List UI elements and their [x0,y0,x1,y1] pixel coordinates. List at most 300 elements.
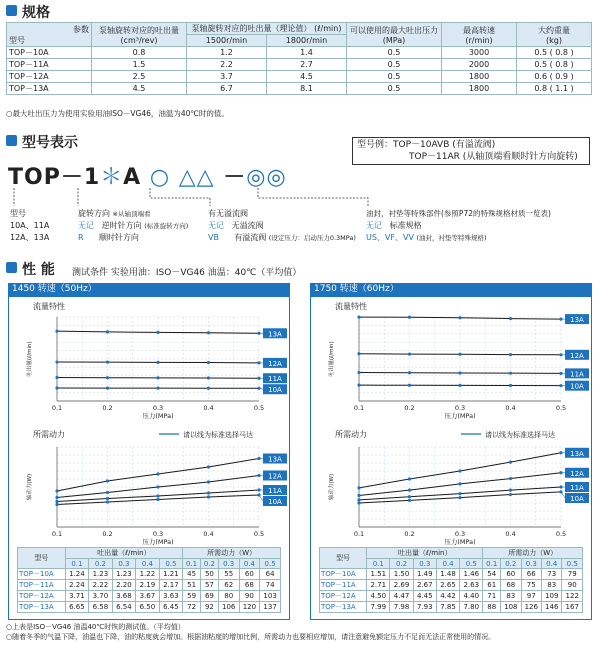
rotation-r-row [78,232,139,243]
perf-row [320,591,583,602]
spec-cell-model: TOP－13A [7,83,92,95]
spec-cell-model: TOP－10A [7,47,92,59]
weight-text: 大约重量 [538,25,570,35]
perf-cell: 7.99 [367,602,390,613]
spec-cell-weight: 0.5 ( 0.8 ) [517,47,592,59]
spec-cell-f1800: 1.4 [267,47,347,59]
series-tag-13A [259,454,287,464]
data-point-10A [458,496,461,499]
perf-row [18,602,281,613]
max-pressure-header [347,23,442,47]
data-point-11A [357,371,360,374]
rot-none-note: (标准旋转方向) [144,222,189,230]
series-tag-10A [561,381,589,391]
perf-cell: 137 [260,602,281,613]
rot-none-desc: 逆时针方向 [101,221,142,230]
perf-cell: TOP－12A [320,591,367,602]
data-point-10A [207,495,210,498]
perf-cell: 0.3 [112,559,136,569]
rot-none: 无记 [78,221,94,230]
perf-cell: 6.58 [89,602,113,613]
x-tick-label: 0.1 [353,404,365,412]
data-point-10A [207,387,210,390]
code-triangles: △△ [178,165,215,190]
x-tick-label: 0.2 [404,404,415,412]
series-tag-12A [561,468,589,478]
perf-cell: 2.67 [413,580,436,591]
spec-cell-weight: 0.8 ( 1.1 ) [517,83,592,95]
max-pressure-text: 可以使用的最大吐出压力 [350,25,438,35]
relief-none-desc: 无溢流阀 [231,221,264,230]
perf-cell: 0.4 [542,559,562,569]
spec-row [7,83,592,95]
data-point-11A [106,497,109,500]
perf-note-1: ○上表是ISO－VG46 油温40℃时恢的测试值。（平均值） [6,623,185,631]
legend-text: 请以线为标准选择马达 [485,431,555,439]
data-point-12A [408,489,411,492]
rotation-label: 旋转方向 [78,209,110,218]
series-tag-label: 12A [268,359,282,368]
perf-cell: 106 [218,602,239,613]
data-point-12A [357,494,360,497]
spec-cell-f1500: 6.7 [187,83,267,95]
rotation-none-row [78,220,188,231]
x-tick-label: 0.4 [203,404,214,412]
code-circle: ○ [149,165,171,190]
data-point-10A [156,498,159,501]
perf-cell: TOP－10A [320,569,367,580]
perf-cell: 6.45 [159,602,183,613]
data-point-12A [55,360,58,363]
oil-none: 无记 [366,221,382,230]
perf-table-60hz [319,547,583,613]
data-point-12A [509,477,512,480]
perf-cell: 61 [483,580,501,591]
perf-cell: 2.69 [390,580,413,591]
perf-cell: 1.22 [136,569,160,580]
perf-cell: 2.19 [136,580,160,591]
weight-header [517,23,592,47]
code-prefix: TOP－1 [8,165,101,190]
data-point-12A [458,353,461,356]
perf-cell: 2.22 [89,580,113,591]
spec-cell-model: TOP－12A [7,71,92,83]
x-tick-label: 0.5 [253,404,265,412]
spec-cell-model: TOP－11A [7,59,92,71]
perf-cell: 1.46 [460,569,483,580]
spec-cell-f1500: 1.2 [187,47,267,59]
x-tick-label: 0.3 [152,530,164,538]
perf-cell: 吐出量（ℓ/min） [367,548,483,559]
flow-1800-header: 1800r/min [267,35,347,47]
perf-cell: 62 [218,580,239,591]
perf-cell: 108 [501,602,521,613]
series-tag-leader [561,492,565,498]
spec-cell-weight: 0.5 ( 0.8 ) [517,59,592,71]
series-tag-10A [259,384,287,394]
model-example-box [352,137,590,165]
perf-cell: 3.68 [112,591,136,602]
x-tick-label: 0.5 [555,530,567,538]
spec-cell-f1800: 4.5 [267,71,347,83]
spec-cell-disp: 0.8 [92,47,187,59]
data-point-13A [357,316,360,319]
perf-cell: 103 [260,591,281,602]
perf-table-50hz [17,547,281,613]
code-a: A [123,165,142,190]
perf-cell: 83 [501,591,521,602]
spec-cell-f1500: 2.2 [187,59,267,71]
data-point-13A [55,330,58,333]
y-axis-label: 吐出量(ℓ/min) [27,341,33,377]
model-code-connectors [0,180,600,210]
example-1: TOP－10AVB (有溢流阀) [393,140,496,150]
panel-50hz [8,296,290,620]
data-point-10A [509,384,512,387]
perf-cell: 68 [239,580,260,591]
spec-cell-weight: 0.6 ( 0.9 ) [517,71,592,83]
flow-unit: (ℓ/min) [314,24,342,33]
data-point-11A [408,371,411,374]
oil-codes-row [366,232,487,243]
perf-cell: 60 [239,569,260,580]
data-point-12A [509,353,512,356]
flow-chart-50hz [9,297,289,425]
perf-cell: 2.65 [436,580,459,591]
perf-cell: 71 [483,591,501,602]
code-star: ＊ [100,165,124,190]
code-double: ◎◎ [246,165,287,190]
data-point-12A [357,352,360,355]
data-point-11A [408,495,411,498]
y-axis-label: 吐出量(ℓ/min) [329,341,335,377]
data-point-12A [207,361,210,364]
weight-unit: (kg) [546,35,562,45]
spec-cell-press: 0.5 [347,47,442,59]
data-point-10A [408,384,411,387]
rot-r-desc: 顺时针方向 [98,233,139,242]
perf-cell: 所需动力（W） [483,548,583,559]
perf-cell: 0.3 [218,559,239,569]
spec-table [6,22,592,95]
perf-cell: 66 [521,569,541,580]
oil-none-desc: 标准规格 [389,221,422,230]
data-point-13A [207,465,210,468]
chart-title: 流量特性 [33,302,65,311]
x-tick-label: 0.3 [454,404,466,412]
displacement-header-text: 泵轴旋转对应的吐出量 [99,25,179,35]
spec-row [7,47,592,59]
perf-cell: 0.2 [390,559,413,569]
data-point-12A [106,361,109,364]
perf-cell: 0.1 [183,559,201,569]
perf-row [320,548,583,559]
data-point-10A [408,499,411,502]
data-point-11A [458,371,461,374]
perf-cell: 2.63 [460,580,483,591]
series-tag-label: 10A [570,495,584,503]
relief-vb-note: (设定压力：启动压力0.3MPa) [268,234,356,242]
data-point-10A [106,386,109,389]
data-point-11A [106,376,109,379]
perf-cell: 83 [542,580,562,591]
perf-cell: 型号 [18,548,66,569]
chart-title: 所需动力 [33,430,65,439]
perf-cell: 97 [521,591,541,602]
data-point-13A [509,317,512,320]
relief-none-row [208,220,264,231]
corner-model-label: 型号 [9,35,25,45]
spec-cell-speed: 1800 [442,83,517,95]
data-point-10A [55,386,58,389]
perf-cell: 6.50 [136,602,160,613]
perf-cell: 7.85 [436,602,459,613]
section-marker-icon [6,5,17,16]
perf-cell: 64 [260,569,281,580]
perf-cell: 7.98 [390,602,413,613]
section-marker-icon [6,262,17,273]
panel-60hz-head: 1750 转速（60Hz） [310,283,592,296]
perf-cell: 所需动力（W） [183,548,281,559]
perf-cell: 4.45 [413,591,436,602]
perf-cell: TOP－10A [18,569,66,580]
perf-cell: 0.4 [136,559,160,569]
perf-cell: 6.54 [112,602,136,613]
models-line-2: 12A、13A [10,233,50,242]
x-tick-label: 0.4 [505,530,516,538]
data-point-10A [357,384,360,387]
x-tick-label: 0.5 [555,404,567,412]
x-tick-label: 0.1 [353,530,365,538]
perf-cell: 51 [183,580,201,591]
perf-cell: 型号 [320,548,367,569]
perf-cell: 122 [562,591,583,602]
model-label: 型号 [10,209,26,218]
x-tick-label: 0.2 [102,404,113,412]
perf-note-2: ○随着冬季的气温下降，油温也下降，油的粘度就会增加。根据油粘度的增加比例，所需动力也要相应增加，请注意避免额定压力不足而无法正常使用的情况。 [6,633,496,641]
data-point-11A [458,492,461,495]
spec-cell-press: 0.5 [347,59,442,71]
perf-cell: 1.48 [436,569,459,580]
series-tag-label: 13A [268,455,282,464]
data-point-10A [106,500,109,503]
series-tag-leader [259,495,263,501]
data-point-13A [55,489,58,492]
perf-cell: 90 [239,591,260,602]
perf-cell: 2.24 [65,580,89,591]
perf-cell: 109 [542,591,562,602]
x-tick-label: 0.1 [51,404,63,412]
oil-none-row [366,220,422,231]
perf-cell: 126 [521,602,541,613]
perf-cell: 73 [542,569,562,580]
y-axis-label: 轴动力(W) [27,473,33,501]
spec-cell-f1800: 8.1 [267,83,347,95]
x-tick-label: 0.5 [253,530,265,538]
perf-cell: 88 [483,602,501,613]
perf-cell: 1.51 [367,569,390,580]
relief-vb: VB [208,233,219,242]
series-tag-label: 11A [570,370,584,379]
x-tick-label: 0.4 [203,530,214,538]
spec-cell-press: 0.5 [347,71,442,83]
panel-60hz [310,296,592,620]
perf-cell: 3.67 [136,591,160,602]
relief-vb-desc: 有溢流阀 [234,233,267,242]
series-tag-11A [259,373,287,383]
perf-cell: 1.49 [413,569,436,580]
perf-cell: 167 [562,602,583,613]
data-point-11A [55,376,58,379]
oil-label: 油封，衬垫等特殊部件(参照P72的特殊规格材质一览表) [366,209,551,218]
perf-cell: 0.5 [460,559,483,569]
series-tag-label: 13A [570,449,584,458]
data-point-10A [357,501,360,504]
data-point-13A [357,486,360,489]
series-tag-label: 12A [268,472,282,481]
perf-cell: 0.4 [239,559,260,569]
y-axis-label: 轴动力(W) [329,473,335,501]
perf-cell: 吐出量（ℓ/min） [65,548,183,559]
series-tag-label: 12A [570,469,584,478]
perf-cell: 120 [239,602,260,613]
series-tag-label: 11A [268,487,282,495]
section-marker-icon [6,135,17,146]
flow-1500-header: 1500r/min [187,35,267,47]
perf-cell: TOP－11A [18,580,66,591]
perf-cell: 4.42 [436,591,459,602]
data-point-12A [156,485,159,488]
spec-cell-disp: 1.5 [92,59,187,71]
data-point-11A [207,376,210,379]
corner-param-label: 参数 [73,24,89,34]
model-section-title: 型号表示 [22,135,78,151]
perf-cell: 57 [201,580,219,591]
x-tick-label: 0.1 [51,530,63,538]
data-point-11A [156,376,159,379]
x-axis-label: 压力(MPa) [444,412,476,420]
perf-cell: 0.2 [201,559,219,569]
perf-cell: 45 [183,569,201,580]
series-tag-13A [561,314,589,324]
perf-cell: 1.23 [89,569,113,580]
data-point-12A [106,491,109,494]
displacement-unit: (cm³/rev) [120,35,158,45]
perf-cell: TOP－13A [18,602,66,613]
relief-none: 无记 [208,221,224,230]
perf-cell: 4.47 [390,591,413,602]
perf-cell: 0.2 [89,559,113,569]
perf-row [18,548,281,559]
perf-cell: 1.50 [390,569,413,580]
data-point-11A [156,494,159,497]
x-axis-label: 压力(MPa) [142,538,174,546]
x-tick-label: 0.2 [102,530,113,538]
perf-cell: 90 [562,580,583,591]
data-point-13A [509,461,512,464]
perf-cell: 2.20 [112,580,136,591]
x-axis-label: 压力(MPa) [444,538,476,546]
perf-row [18,591,281,602]
data-point-10A [55,503,58,506]
series-tag-label: 10A [570,382,584,391]
flow-header-text: 泵轴旋转对应的吐出量（理论值） [191,24,312,33]
rotation-label-row [78,208,151,219]
spec-note: ○最大吐出压力为使用实验用油ISO－VG46，油温为40℃时的值。 [6,109,229,118]
series-tag-11A [561,368,589,378]
spec-row [7,59,592,71]
data-point-12A [156,361,159,364]
perf-cell: 4.40 [460,591,483,602]
data-point-12A [408,352,411,355]
data-point-13A [156,472,159,475]
max-speed-header [442,23,517,47]
perf-cell: 59 [183,591,201,602]
perf-cell: 75 [521,580,541,591]
series-tag-label: 13A [570,316,584,325]
spec-section-title: 规格 [22,5,50,21]
data-point-10A [509,493,512,496]
perf-cell: 7.93 [413,602,436,613]
spec-cell-speed: 3000 [442,47,517,59]
series-tag-13A [561,448,589,458]
perf-cell: 2.17 [159,580,183,591]
x-tick-label: 0.3 [454,530,466,538]
perf-cell: 1.24 [65,569,89,580]
perf-cell: 0.4 [436,559,459,569]
displacement-header [92,23,187,47]
max-speed-text: 最高转速 [463,25,495,35]
data-point-12A [55,496,58,499]
perf-cell: 0.2 [501,559,521,569]
max-pressure-unit: (MPa) [382,35,406,45]
perf-cell: 146 [542,602,562,613]
data-point-11A [509,372,512,375]
series-tag-12A [259,471,287,481]
series-tag-11A [561,482,589,492]
spec-cell-disp: 2.5 [92,71,187,83]
data-point-12A [458,482,461,485]
flow-chart-60hz [311,297,591,425]
oil-codes-note: (油封，衬垫等特殊规格) [416,234,487,242]
series-tag-label: 11A [268,375,282,384]
spec-cell-disp: 4.5 [92,83,187,95]
data-point-13A [207,331,210,334]
code-dash: － [223,165,247,190]
spec-corner-header [7,23,92,47]
data-point-10A [156,386,159,389]
spec-cell-f1800: 2.7 [267,59,347,71]
perf-row [18,580,281,591]
perf-cell: 0.3 [413,559,436,569]
data-point-11A [509,489,512,492]
data-point-11A [357,498,360,501]
spec-cell-speed: 2000 [442,59,517,71]
rot-r: R [78,233,84,242]
models-line-1: 10A、11A [10,221,50,230]
power-chart-60hz [311,425,591,547]
perf-cell: 0.5 [260,559,281,569]
perf-cell: 92 [201,602,219,613]
series-tag-13A [259,328,287,338]
perf-row [320,569,583,580]
example-2: TOP－11AR (从轴顶端看顺时针方向旋转) [409,152,578,162]
data-point-13A [408,316,411,319]
perf-section-title: 性 能 [22,262,55,278]
perf-cell: 54 [483,569,501,580]
oil-codes: US、VF、VV [366,233,414,242]
perf-row [320,580,583,591]
